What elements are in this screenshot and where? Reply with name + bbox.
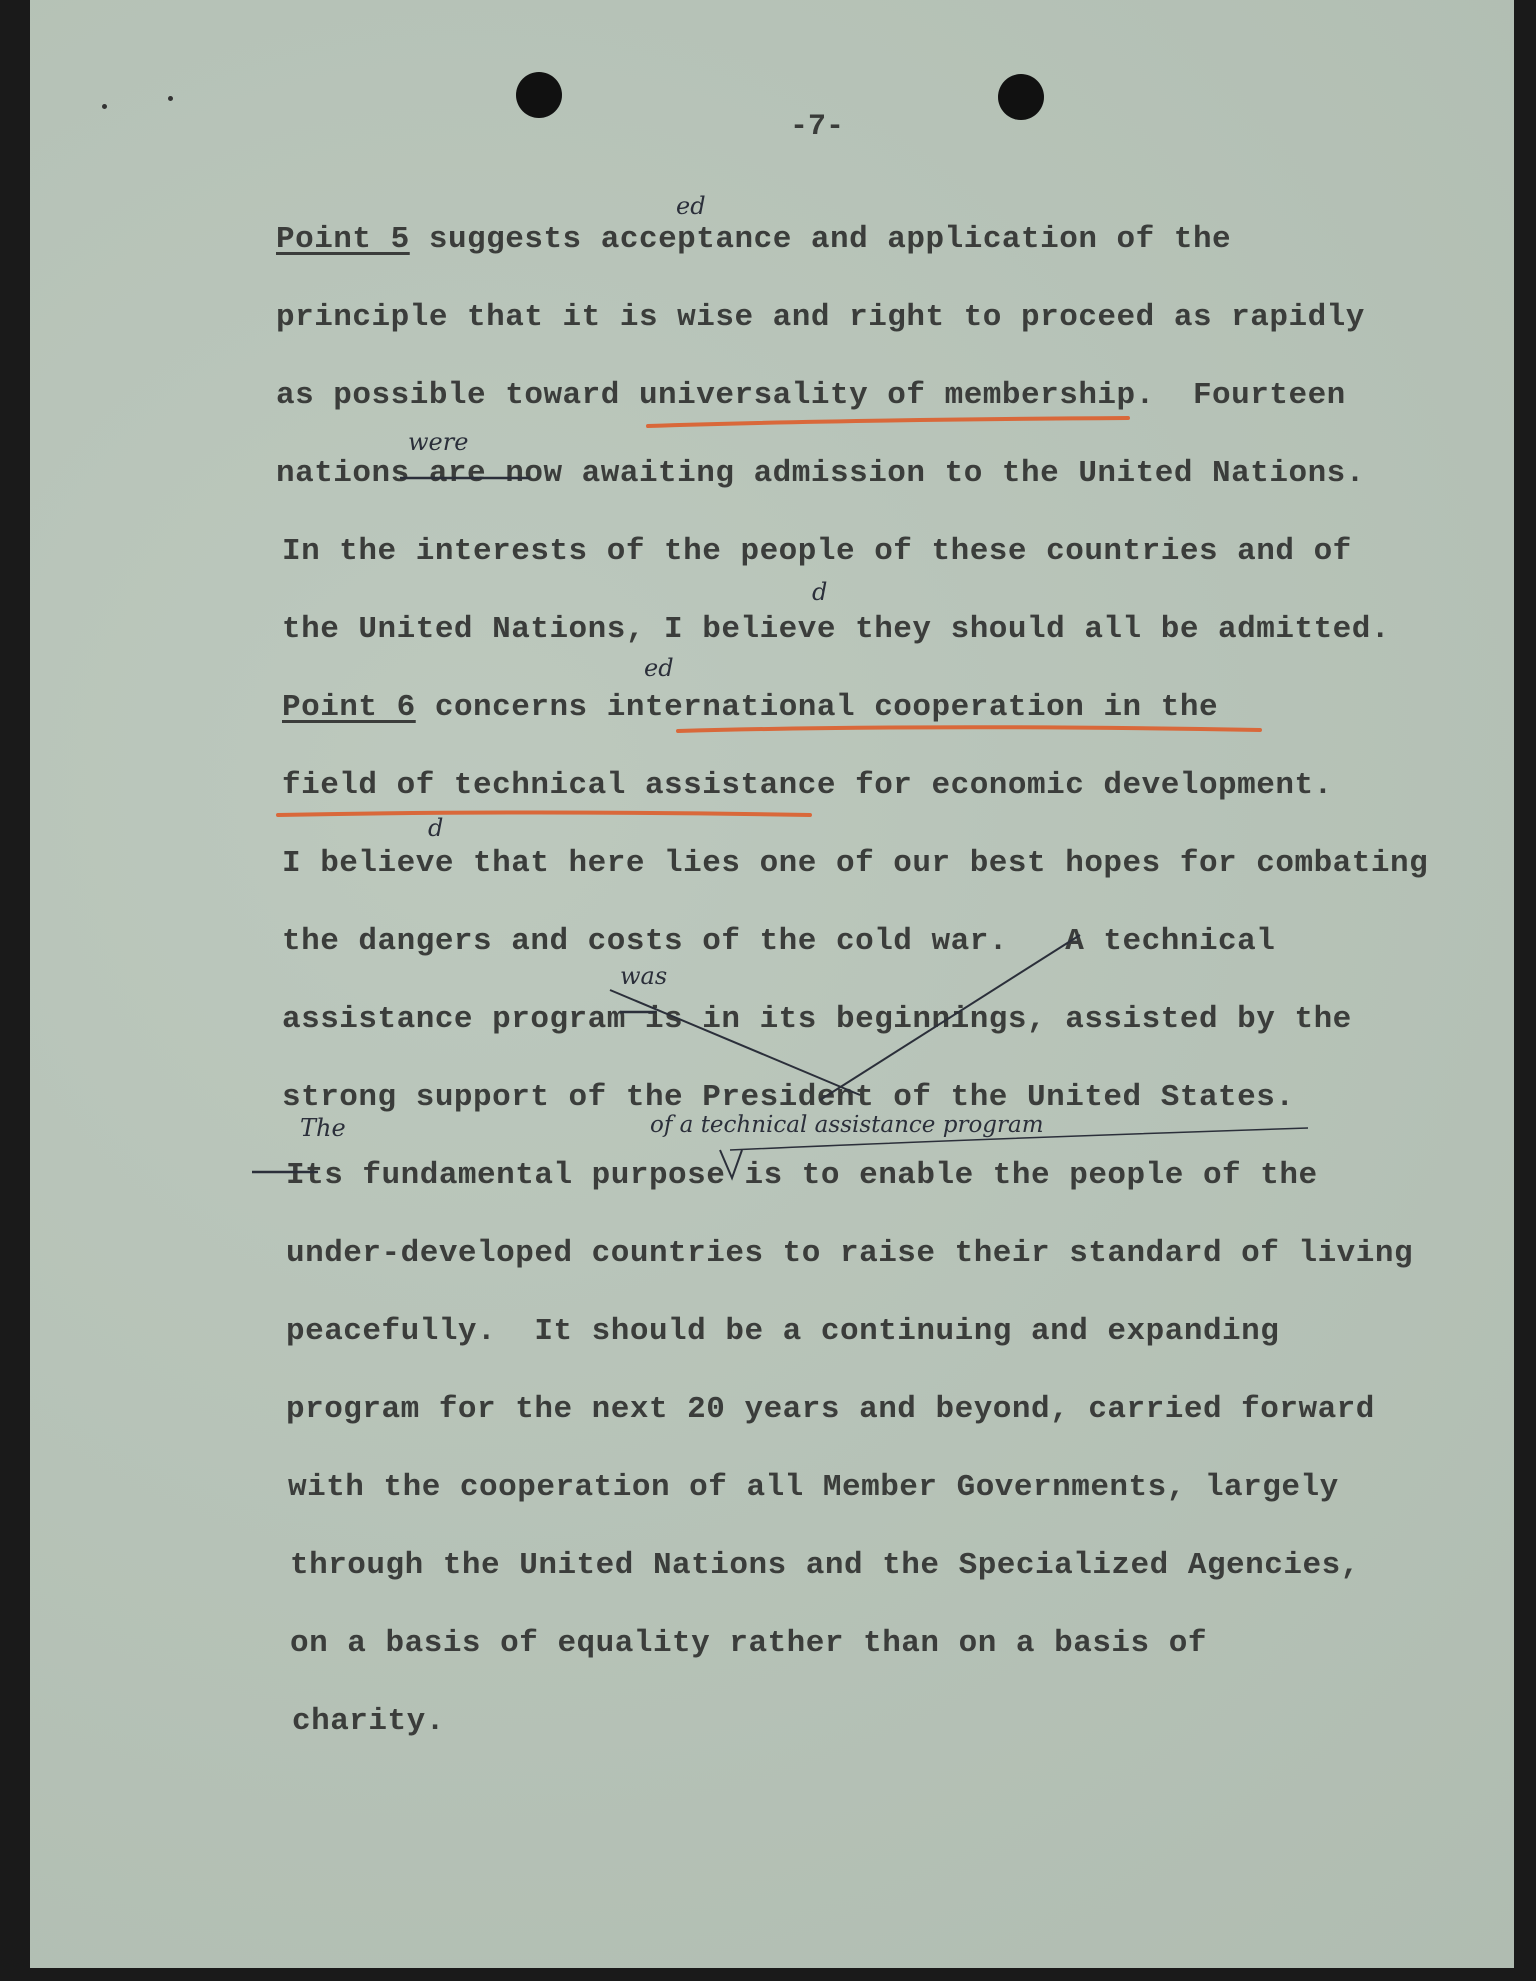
- text-line: Its fundamental purpose is to enable the people of the: [286, 1158, 1318, 1193]
- text-line: In the interests of the people of these countries and of: [282, 534, 1352, 569]
- text-line: nations are now awaiting admission to the United Nations.: [276, 456, 1365, 491]
- document-page: [30, 0, 1514, 1968]
- text-line: assistance program is in its beginnings, assisted by the: [282, 1002, 1352, 1037]
- underline-international: [678, 727, 1260, 731]
- text-line: through the United Nations and the Specialized Agencies,: [290, 1548, 1360, 1583]
- annotation-insert: of a technical assistance program: [650, 1112, 1044, 1138]
- underline-technical-assistance: [278, 813, 810, 816]
- cross-out-stroke-2: [610, 990, 860, 1095]
- text-line-rest: concerns international cooperation in the: [415, 690, 1219, 725]
- text-line: I believe that here lies one of our best hopes for combating: [282, 846, 1429, 881]
- underlined-heading: Point 6: [282, 690, 416, 725]
- annotation-concerned: ed: [644, 654, 674, 682]
- underline-universality: [648, 418, 1128, 426]
- text-line: strong support of the President of the United States.: [282, 1080, 1295, 1115]
- text-line: principle that it is wise and right to proceed as rapidly: [276, 300, 1365, 335]
- markup-strokes: [30, 0, 1514, 1968]
- annotation-the: The: [300, 1114, 346, 1142]
- annotation-believed-2: d: [428, 814, 444, 842]
- text-line: on a basis of equality rather than on a basis of: [290, 1626, 1207, 1661]
- cross-out-stroke-1: [820, 935, 1080, 1100]
- underlined-heading: Point 5: [276, 222, 410, 257]
- insert-line: [730, 1128, 1308, 1150]
- page-number: -7-: [790, 110, 845, 144]
- text-line: with the cooperation of all Member Governments, largely: [288, 1470, 1339, 1505]
- text-line-rest: suggests acceptance and application of the: [409, 222, 1232, 257]
- text-line: the dangers and costs of the cold war. A technical: [282, 924, 1276, 959]
- text-line: the United Nations, I believe they should all be admitted.: [282, 612, 1390, 647]
- text-line: as possible toward universality of membership. Fourteen: [276, 378, 1346, 413]
- text-line: peacefully. It should be a continuing and expanding: [286, 1314, 1280, 1349]
- annotation-suggested: ed: [676, 192, 706, 220]
- insert-caret: [720, 1150, 742, 1178]
- text-line: under-developed countries to raise their standard of living: [286, 1236, 1414, 1271]
- text-line: program for the next 20 years and beyond, carried forward: [286, 1392, 1375, 1427]
- annotation-were: were: [408, 428, 469, 456]
- text-line: charity.: [292, 1704, 445, 1739]
- annotation-believed-1: d: [812, 578, 828, 606]
- text-line: field of technical assistance for economic development.: [282, 768, 1333, 803]
- annotation-was: was: [620, 962, 668, 990]
